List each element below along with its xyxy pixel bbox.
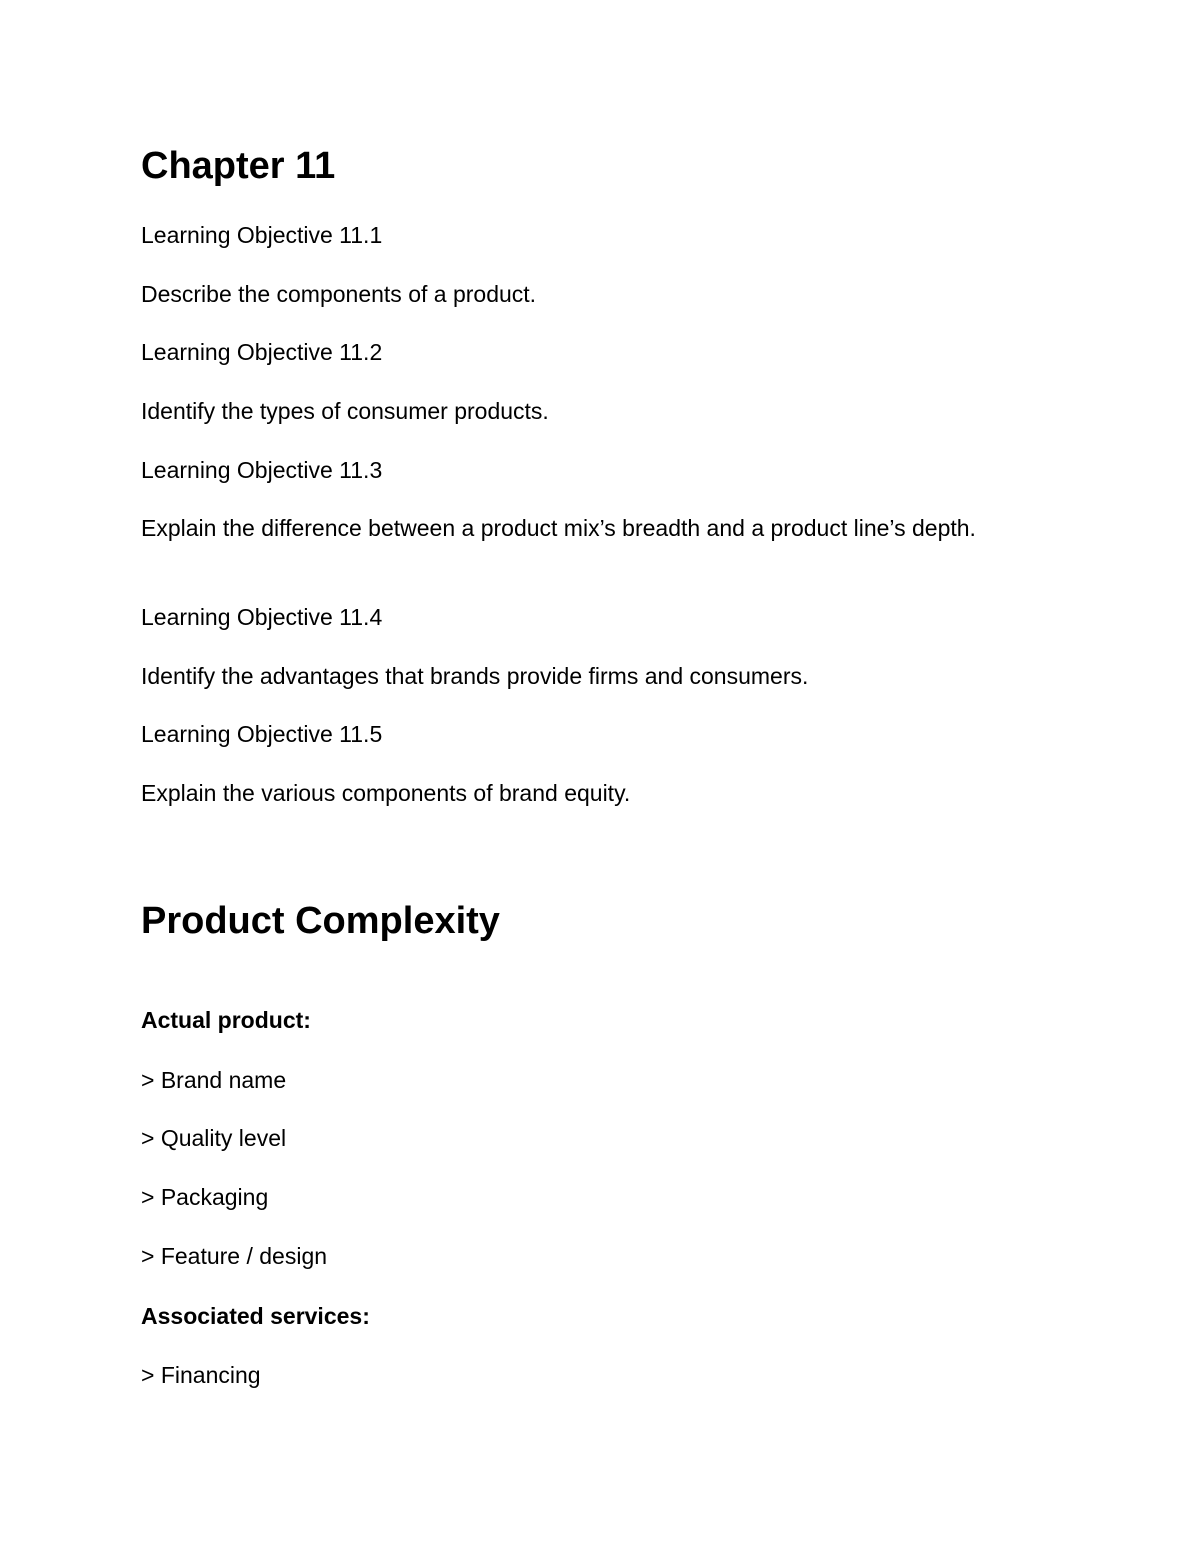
list-item: > Brand name [141,1067,287,1093]
objective-label: Learning Objective 11.2 [141,339,383,365]
objective-text: Identify the types of consumer products. [141,398,549,424]
objective-text: Describe the components of a product. [141,281,537,307]
chapter-title: Chapter 11 [141,145,336,187]
actual-product-heading: Actual product: [141,1007,311,1033]
list-item: > Quality level [141,1125,287,1151]
objective-label: Learning Objective 11.4 [141,604,383,630]
objective-text: Explain the various components of brand equity. [141,780,631,806]
associated-services-heading: Associated services: [141,1303,370,1329]
list-item: > Feature / design [141,1243,328,1269]
section-title: Product Complexity [141,900,500,942]
objective-label: Learning Objective 11.1 [141,222,383,248]
objective-text: Identify the advantages that brands provide firms and consumers. [141,663,809,689]
list-item: > Packaging [141,1184,269,1210]
list-item: > Financing [141,1362,261,1388]
objective-label: Learning Objective 11.3 [141,457,383,483]
objective-text: Explain the difference between a product mix’s breadth and a product line’s depth. [141,515,976,541]
objective-label: Learning Objective 11.5 [141,721,383,747]
